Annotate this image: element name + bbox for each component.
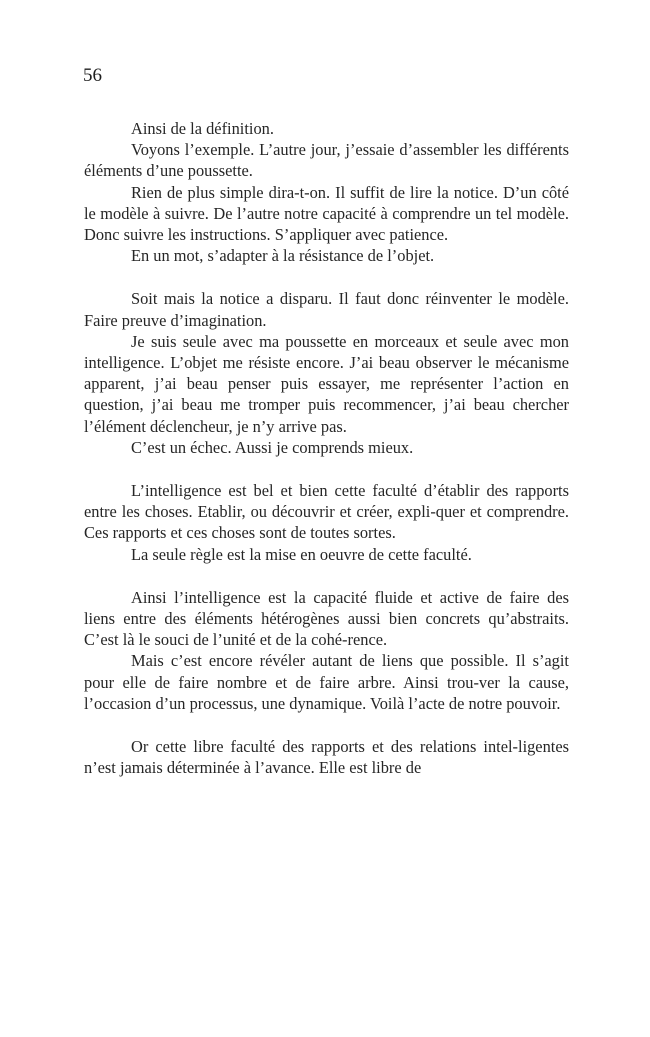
paragraph: Je suis seule avec ma poussette en morceaux et seule avec mon intelligence. L’objet me résiste encore. J’ai beau observer le mécanisme apparent, j’ai beau penser puis essayer, me représenter l’action en question, j’ai beau me tromper puis recommencer, j’ai beau chercher l’élément déclencheur, je n’y arrive pas.	[84, 331, 569, 436]
paragraph: L’intelligence est bel et bien cette faculté d’établir des rapports entre les choses. Etablir, ou découvrir et créer, expli-quer et comprendre. Ces rapports et ces choses sont de toutes sortes.	[84, 481, 569, 543]
paragraph: Ainsi l’intelligence est la capacité fluide et active de faire des liens entre des éléments hétérogènes aussi bien concrets qu’abstraits. C’est là le souci de l’unité et de la cohé-rence.	[84, 587, 569, 650]
section-break	[84, 458, 569, 480]
section-break	[84, 266, 569, 288]
paragraph: Voyons l’exemple. L’autre jour, j’essaie d’assembler les différents éléments d’une poussette.	[84, 140, 569, 181]
paragraph: En un mot, s’adapter à la résistance de l’objet.	[131, 246, 435, 266]
paragraph: Soit mais la notice a disparu. Il faut donc réinventer le modèle. Faire preuve d’imagination.	[84, 289, 569, 330]
paragraph: Or cette libre faculté des rapports et des relations intel-ligentes n’est jamais déterminée à l’avance. Elle est libre de	[84, 737, 569, 778]
page-number: 56	[83, 65, 102, 86]
section-break	[84, 714, 569, 736]
body-text	[84, 118, 569, 778]
paragraph: La seule règle est la mise en oeuvre de cette faculté.	[131, 544, 472, 564]
paragraph: C’est un échec. Aussi je comprends mieux.	[131, 437, 414, 457]
paragraph: Mais c’est encore révéler autant de liens que possible. Il s’agit pour elle de faire nombre et de faire arbre. Ainsi trou-ver la cause, l’occasion d’un processus, une dynamique. Voilà l’acte de notre pouvoir.	[84, 651, 569, 713]
paragraph: Rien de plus simple dira-t-on. Il suffit de lire la notice. D’un côté le modèle à suivre. De l’autre notre capacité à comprendre un tel modèle. Donc suivre les instructions. S’appliquer avec patience.	[84, 182, 569, 245]
paragraph: Ainsi de la définition.	[131, 119, 274, 138]
section-break	[84, 565, 569, 587]
